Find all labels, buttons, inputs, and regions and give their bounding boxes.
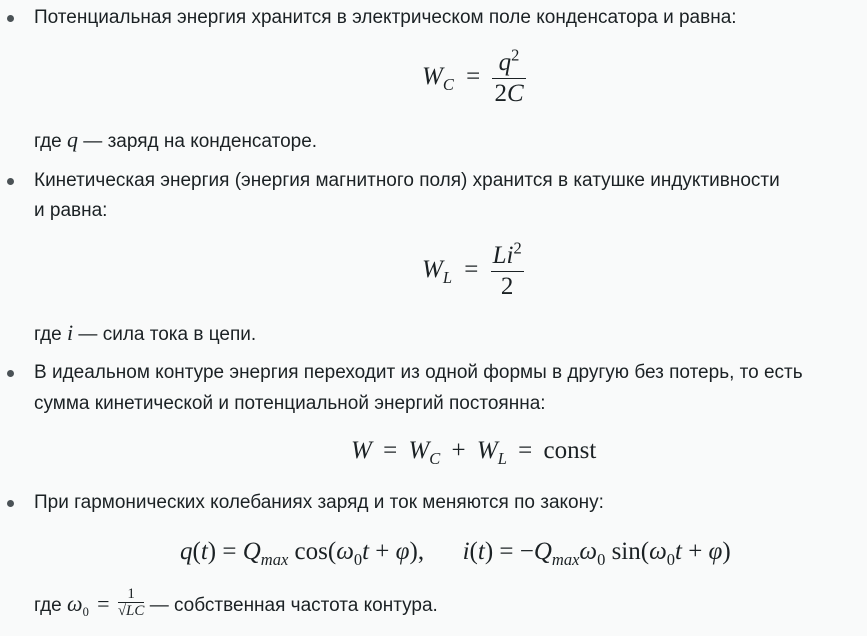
item-3-text-2: сумма кинетической и потенциальной энергий постоянна: bbox=[34, 393, 546, 414]
formula-lhs-sub: L bbox=[442, 268, 453, 288]
frac-den-2: 2 bbox=[494, 80, 507, 107]
formula-eq1: = bbox=[383, 437, 398, 464]
formula-inductor-energy bbox=[422, 238, 524, 302]
note-var: i bbox=[67, 320, 74, 345]
item-2-text-2: и равна: bbox=[34, 200, 108, 221]
note-prefix: где bbox=[34, 131, 62, 152]
formula-wc: W bbox=[408, 437, 430, 464]
item-1-note bbox=[34, 128, 317, 154]
formula-capacitor-energy bbox=[422, 45, 526, 109]
note-omega-sub: 0 bbox=[82, 604, 89, 619]
omega: ω bbox=[336, 538, 354, 565]
note-frac-num: 1 bbox=[127, 586, 135, 603]
item-1-text: Потенциальная энергия хранится в электрическом поле конденсатора и равна: bbox=[34, 7, 737, 28]
frac-den-c: C bbox=[506, 80, 524, 107]
item-3-text-1: В идеальном контуре энергия переходит из одной формы в другую без потерь, то есть bbox=[34, 362, 803, 383]
note-frac-den: LC bbox=[126, 603, 145, 620]
item-4-note bbox=[34, 586, 438, 620]
formula-wl: W bbox=[476, 437, 498, 464]
frac-num-sup: 2 bbox=[511, 45, 520, 65]
i-symbol: i bbox=[462, 538, 470, 565]
frac-num: q bbox=[498, 49, 512, 76]
bullet-4 bbox=[7, 500, 14, 507]
fraction bbox=[492, 45, 525, 109]
note-text: — сила тока в цепи. bbox=[78, 324, 257, 345]
formula-lhs: W bbox=[422, 63, 443, 91]
formula-w: W bbox=[351, 437, 372, 464]
note-omega: ω bbox=[67, 591, 83, 616]
sin-func: sin bbox=[611, 538, 641, 565]
bullet-2 bbox=[7, 178, 14, 185]
formula-eq2: = bbox=[518, 437, 533, 464]
cos-func: cos bbox=[294, 538, 328, 565]
phi: φ bbox=[395, 538, 410, 565]
note-eq: = bbox=[97, 591, 110, 616]
bullet-3 bbox=[7, 370, 14, 377]
note-prefix: где bbox=[34, 324, 62, 345]
formula-lhs: W bbox=[422, 256, 443, 284]
item-2-note bbox=[34, 321, 256, 347]
formula-lhs-sub: C bbox=[442, 75, 454, 95]
fraction bbox=[491, 238, 524, 302]
frac-num-sup: 2 bbox=[513, 238, 522, 258]
formula-const: const bbox=[543, 437, 597, 464]
omega-sub: 0 bbox=[353, 550, 363, 569]
formula-wl-sub: L bbox=[497, 449, 507, 468]
note-text: — собственная частота контура. bbox=[149, 595, 438, 616]
formula-eq: = bbox=[466, 63, 481, 91]
q-max-sub: max bbox=[260, 550, 289, 569]
note-fraction: $\frac{1}{√LC}$ bbox=[117, 586, 145, 620]
bullet-1 bbox=[7, 15, 14, 22]
q-symbol: q bbox=[180, 538, 193, 565]
frac-den: 2 bbox=[500, 273, 514, 300]
note-var: q bbox=[67, 127, 79, 152]
note-prefix: где bbox=[34, 595, 62, 616]
item-4-text: При гармонических колебаниях заряд и ток меняются по закону: bbox=[34, 492, 604, 513]
note-text: — заряд на конденсаторе. bbox=[83, 131, 318, 152]
frac-num: Li bbox=[492, 242, 514, 269]
formula-energy-conservation bbox=[351, 437, 597, 468]
formula-eq: = bbox=[464, 256, 479, 284]
formula-plus: + bbox=[451, 437, 466, 464]
item-2-text-1: Кинетическая энергия (энергия магнитного поля) хранится в катушке индуктивности bbox=[34, 170, 780, 191]
q-max: Q bbox=[242, 538, 261, 565]
close-paren: ), bbox=[409, 538, 425, 565]
formula-harmonic: $q(t) = Q_{max}$ $\cos(\omega_0t + \varphi)$, $i(t) = -Q_{max}\omega_0$ $\sin(\omega_0t + \varphi)$ bbox=[180, 538, 731, 569]
formula-wc-sub: C bbox=[429, 449, 441, 468]
